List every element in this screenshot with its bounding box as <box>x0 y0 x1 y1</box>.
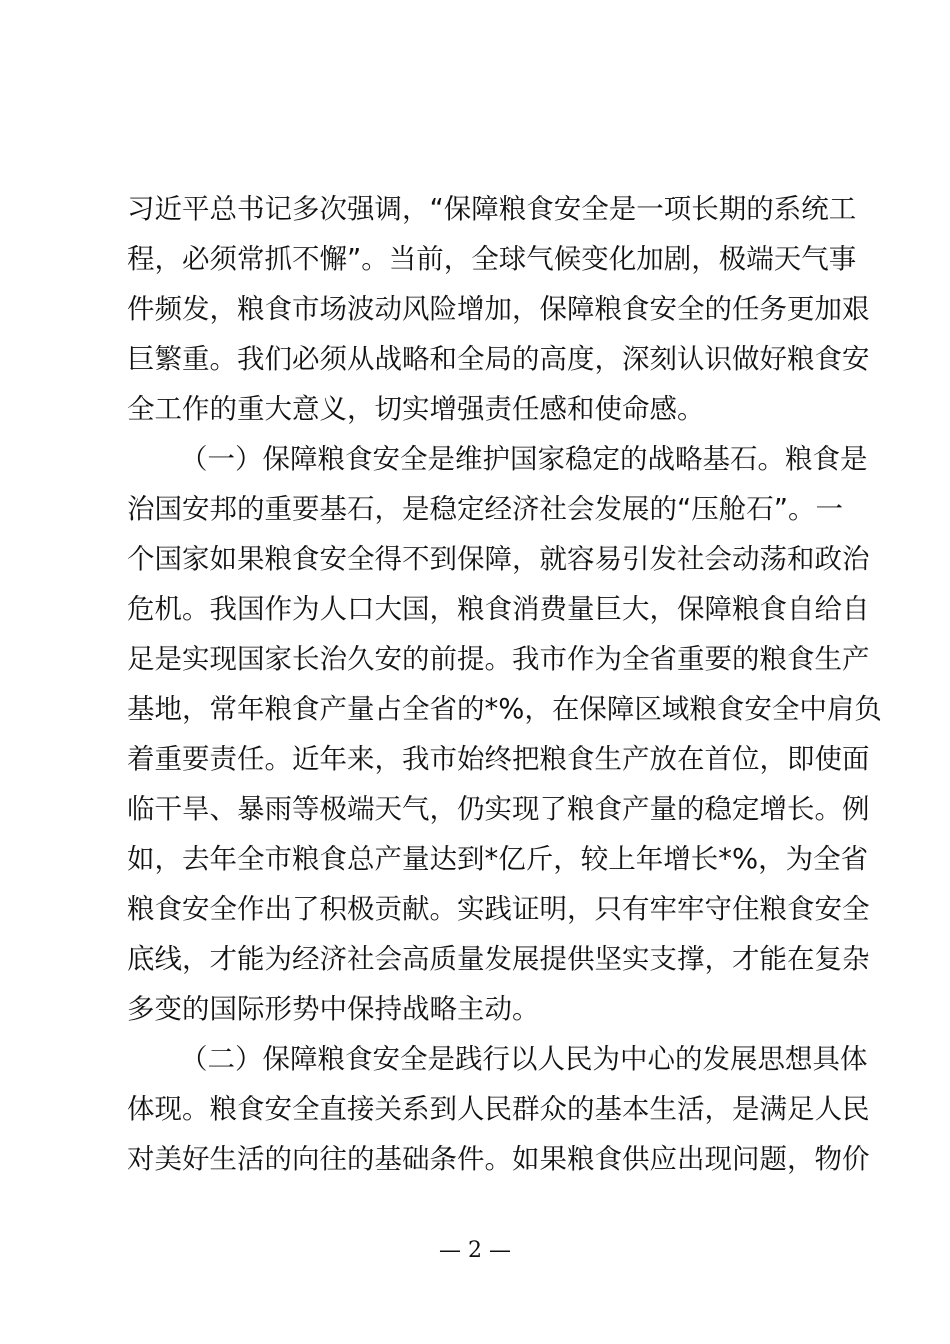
body-text-line: 全工作的重大意义，切实增强责任感和使命感。 <box>127 393 705 425</box>
page-number: — 2 — <box>439 1238 511 1263</box>
body-text-line: 多变的国际形势中保持战略主动。 <box>127 993 540 1025</box>
section-heading-line: （一）保障粮食安全是维护国家稳定的战略基石。粮食是 <box>180 443 868 475</box>
body-text-line: 习近平总书记多次强调，“保障粮食安全是一项长期的系统工 <box>127 193 857 225</box>
body-text-line: 着重要责任。近年来，我市始终把粮食生产放在首位，即使面 <box>127 743 870 775</box>
body-text-line: 危机。我国作为人口大国，粮食消费量巨大，保障粮食自给自 <box>127 593 870 625</box>
body-text-line: 粮食安全作出了积极贡献。实践证明，只有牢牢守住粮食安全 <box>127 893 870 925</box>
body-text-line: 巨繁重。我们必须从战略和全局的高度，深刻认识做好粮食安 <box>127 343 870 375</box>
body-text-line: 治国安邦的重要基石，是稳定经济社会发展的“压舱石”。一 <box>127 493 843 525</box>
body-text-line: 体现。粮食安全直接关系到人民群众的基本生活，是满足人民 <box>127 1093 870 1125</box>
body-text-line: 个国家如果粮食安全得不到保障，就容易引发社会动荡和政治 <box>127 543 870 575</box>
body-text-line: 程，必须常抓不懈”。当前，全球气候变化加剧，极端天气事 <box>127 243 857 275</box>
body-text-line: 足是实现国家长治久安的前提。我市作为全省重要的粮食生产 <box>127 643 870 675</box>
section-heading-line: （二）保障粮食安全是践行以人民为中心的发展思想具体 <box>180 1043 868 1075</box>
body-text-line: 件频发，粮食市场波动风险增加，保障粮食安全的任务更加艰 <box>127 293 870 325</box>
body-text-line: 如，去年全市粮食总产量达到*亿斤，较上年增长*%，为全省 <box>127 843 869 875</box>
body-text-line: 临干旱、暴雨等极端天气，仍实现了粮食产量的稳定增长。例 <box>127 793 870 825</box>
body-text-line: 底线，才能为经济社会高质量发展提供坚实支撑，才能在复杂 <box>127 943 870 975</box>
body-text-line: 对美好生活的向往的基础条件。如果粮食供应出现问题，物价 <box>127 1143 870 1175</box>
body-text-line: 基地，常年粮食产量占全省的*%，在保障区域粮食安全中肩负 <box>127 693 882 725</box>
